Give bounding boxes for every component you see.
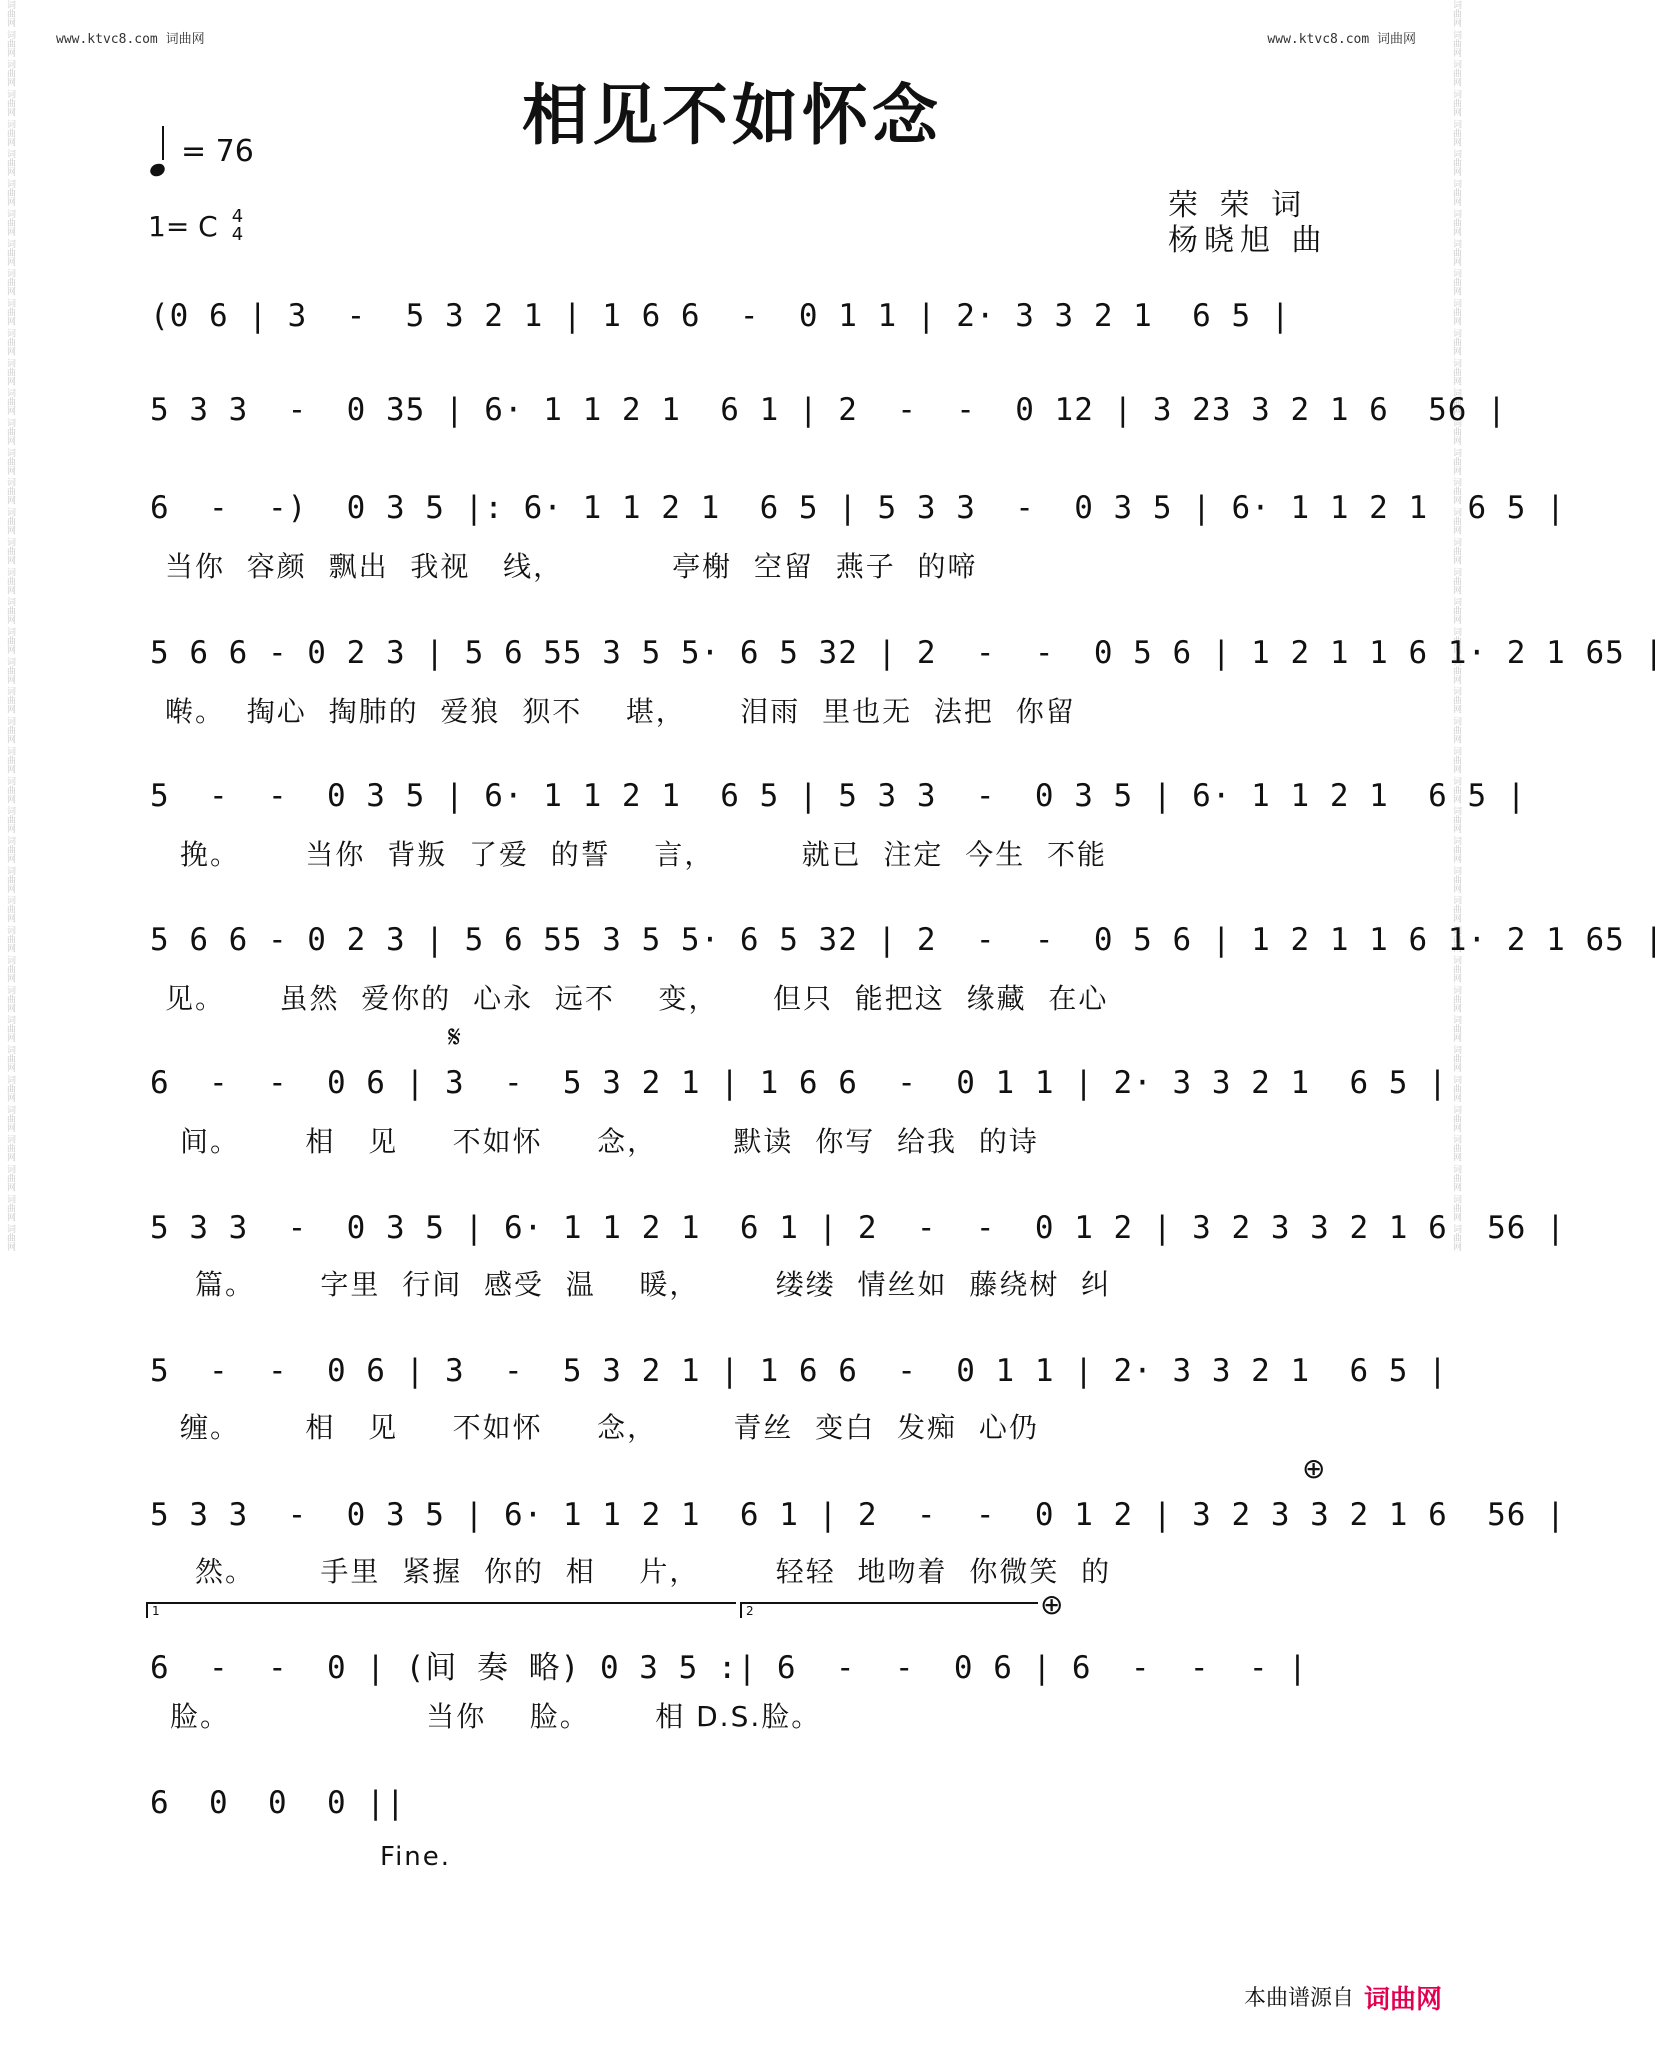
score-row [150,1642,1330,1702]
score-row [150,392,1507,452]
lyric-line: 当你 容颜 飘出 我视 线， 亭榭 空留 燕子 的啼 [165,550,978,583]
lyric-line: 篇。 字里 行间 感受 温 暖， 缕缕 情丝如 藤绕树 纠 [195,1268,1112,1301]
score-row [150,922,1664,982]
first-ending-number: 1 [152,1604,160,1618]
notation-line: (0 6 | 3 - 5 3 2 1 | 1 6 6 - 0 1 1 | 2· 3 3 2 1 6 5 | [150,298,1291,334]
key-signature [148,208,243,244]
time-sig-bottom: 4 [231,224,244,245]
notation-line: 6 - - 0 6 | 3 - 5 3 2 1 | 1 6 6 - 0 1 1 | 2· 3 3 2 1 6 5 | [150,1065,1448,1101]
notation-line: 5 - - 0 3 5 | 6· 1 1 2 1 6 5 | 5 3 3 - 0 3 5 | 6· 1 1 2 1 6 5 | [150,778,1527,814]
time-sig-top: 4 [231,206,244,227]
fine-marking: Fine. [380,1842,452,1872]
lyric-line: 挽。 当你 背叛 了爱 的誓 言， 就已 注定 今生 不能 [180,838,1108,871]
footer-brand-link[interactable]: 词曲网 [1363,1985,1442,2015]
right-watermark-strip: 词曲网 词曲网 词曲网 词曲网 词曲网 词曲网 词曲网 词曲网 词曲网 词曲网 词曲网 词曲网 词曲网 词曲网 词曲网 词曲网 词曲网 词曲网 词曲网 词曲网 词曲网 词曲网 词曲网 词曲网 词曲网 词曲网 词曲网 词曲网 词曲网 词曲网 词曲网 词曲网 词曲网 词曲网 词曲网 词曲网 词曲网 词曲网 词曲网 词曲网 词曲网 词曲网 [1451,0,1461,1252]
score-row [150,1065,1448,1125]
second-ending-bracket [740,1602,1038,1618]
footer-source-label: 本曲谱源自 [1243,1986,1354,2011]
lyric-line: 脸。 当你 脸。 相 D.S.脸。 [170,1700,822,1733]
score-row [150,298,1330,358]
coda-icon: ⊕ [1040,1588,1064,1621]
second-ending-number: 2 [746,1604,754,1618]
first-ending-bracket [146,1602,736,1618]
tempo-marking [150,130,254,172]
quarter-note-icon [150,130,167,172]
notation-line: 5 - - 0 6 | 3 - 5 3 2 1 | 1 6 6 - 0 1 1 | 2· 3 3 2 1 6 5 | [150,1353,1448,1389]
score-row [150,778,1527,838]
site-url-left: www.ktvc8.com 词曲网 [56,32,205,47]
notation-line: 5 3 3 - 0 3 5 | 6· 1 1 2 1 6 1 | 2 - - 0 1 2 | 3 2 3 3 2 1 6 56 | [150,1210,1566,1246]
score-row [150,490,1566,550]
notation-line: 5 6 6 - 0 2 3 | 5 6 55 3 5 5· 6 5 32 | 2 - - 0 5 6 | 1 2 1 1 6 1· 2 1 65 | [150,635,1664,671]
notation-line: 6 - - 0 | (间 奏 略) 0 3 5 :| 6 - - 0 6 | 6 - - - | [150,1650,1308,1686]
score-row [150,1497,1566,1557]
lyric-line: 见。 虽然 爱你的 心永 远不 变， 但只 能把这 缘藏 在心 [165,982,1109,1015]
notation-line: 5 3 3 - 0 35 | 6· 1 1 2 1 6 1 | 2 - - 0 12 | 3 23 3 2 1 6 56 | [150,392,1507,428]
notation-line: 5 3 3 - 0 3 5 | 6· 1 1 2 1 6 1 | 2 - - 0 1 2 | 3 2 3 3 2 1 6 56 | [150,1497,1566,1533]
site-url-right: www.ktvc8.com 词曲网 [1267,32,1416,47]
left-watermark-strip: 词曲网 词曲网 词曲网 词曲网 词曲网 词曲网 词曲网 词曲网 词曲网 词曲网 词曲网 词曲网 词曲网 词曲网 词曲网 词曲网 词曲网 词曲网 词曲网 词曲网 词曲网 词曲网 词曲网 词曲网 词曲网 词曲网 词曲网 词曲网 词曲网 词曲网 词曲网 词曲网 词曲网 词曲网 词曲网 词曲网 词曲网 词曲网 词曲网 词曲网 词曲网 词曲网 [5,0,15,1252]
composer-credit: 杨晓旭 曲 [1168,223,1328,258]
key-label: 1= C [148,209,218,243]
time-signature [232,208,243,244]
lyric-line: 缠。 相 见 不如怀 念， 青丝 变白 发痴 心仍 [180,1411,1039,1444]
score-row [150,1353,1448,1413]
lyricist-credit: 荣 荣 词 [1168,188,1308,223]
notation-line: 6 - -) 0 3 5 |: 6· 1 1 2 1 6 5 | 5 3 3 - 0 3 5 | 6· 1 1 2 1 6 5 | [150,490,1566,526]
score-row [150,1210,1566,1270]
lyric-line: 然。 手里 紧握 你的 相 片， 轻轻 地吻着 你微笑 的 [195,1555,1112,1588]
score-row [150,635,1664,695]
notation-line: 6 0 0 0 || [150,1785,406,1821]
notation-line: 5 6 6 - 0 2 3 | 5 6 55 3 5 5· 6 5 32 | 2 - - 0 5 6 | 1 2 1 1 6 1· 2 1 65 | [150,922,1664,958]
lyric-line: 啭。 掏心 掏肺的 爱狼 狈不 堪， 泪雨 里也无 法把 你留 [165,695,1076,728]
tempo-value: = 76 [181,133,254,169]
segno-icon: 𝄋 [448,1020,461,1055]
coda-icon: ⊕ [1302,1452,1326,1485]
lyric-line: 间。 相 见 不如怀 念， 默读 你写 给我 的诗 [180,1125,1039,1158]
song-title: 相见不如怀念 [522,77,942,154]
score-row [150,1785,1330,1845]
